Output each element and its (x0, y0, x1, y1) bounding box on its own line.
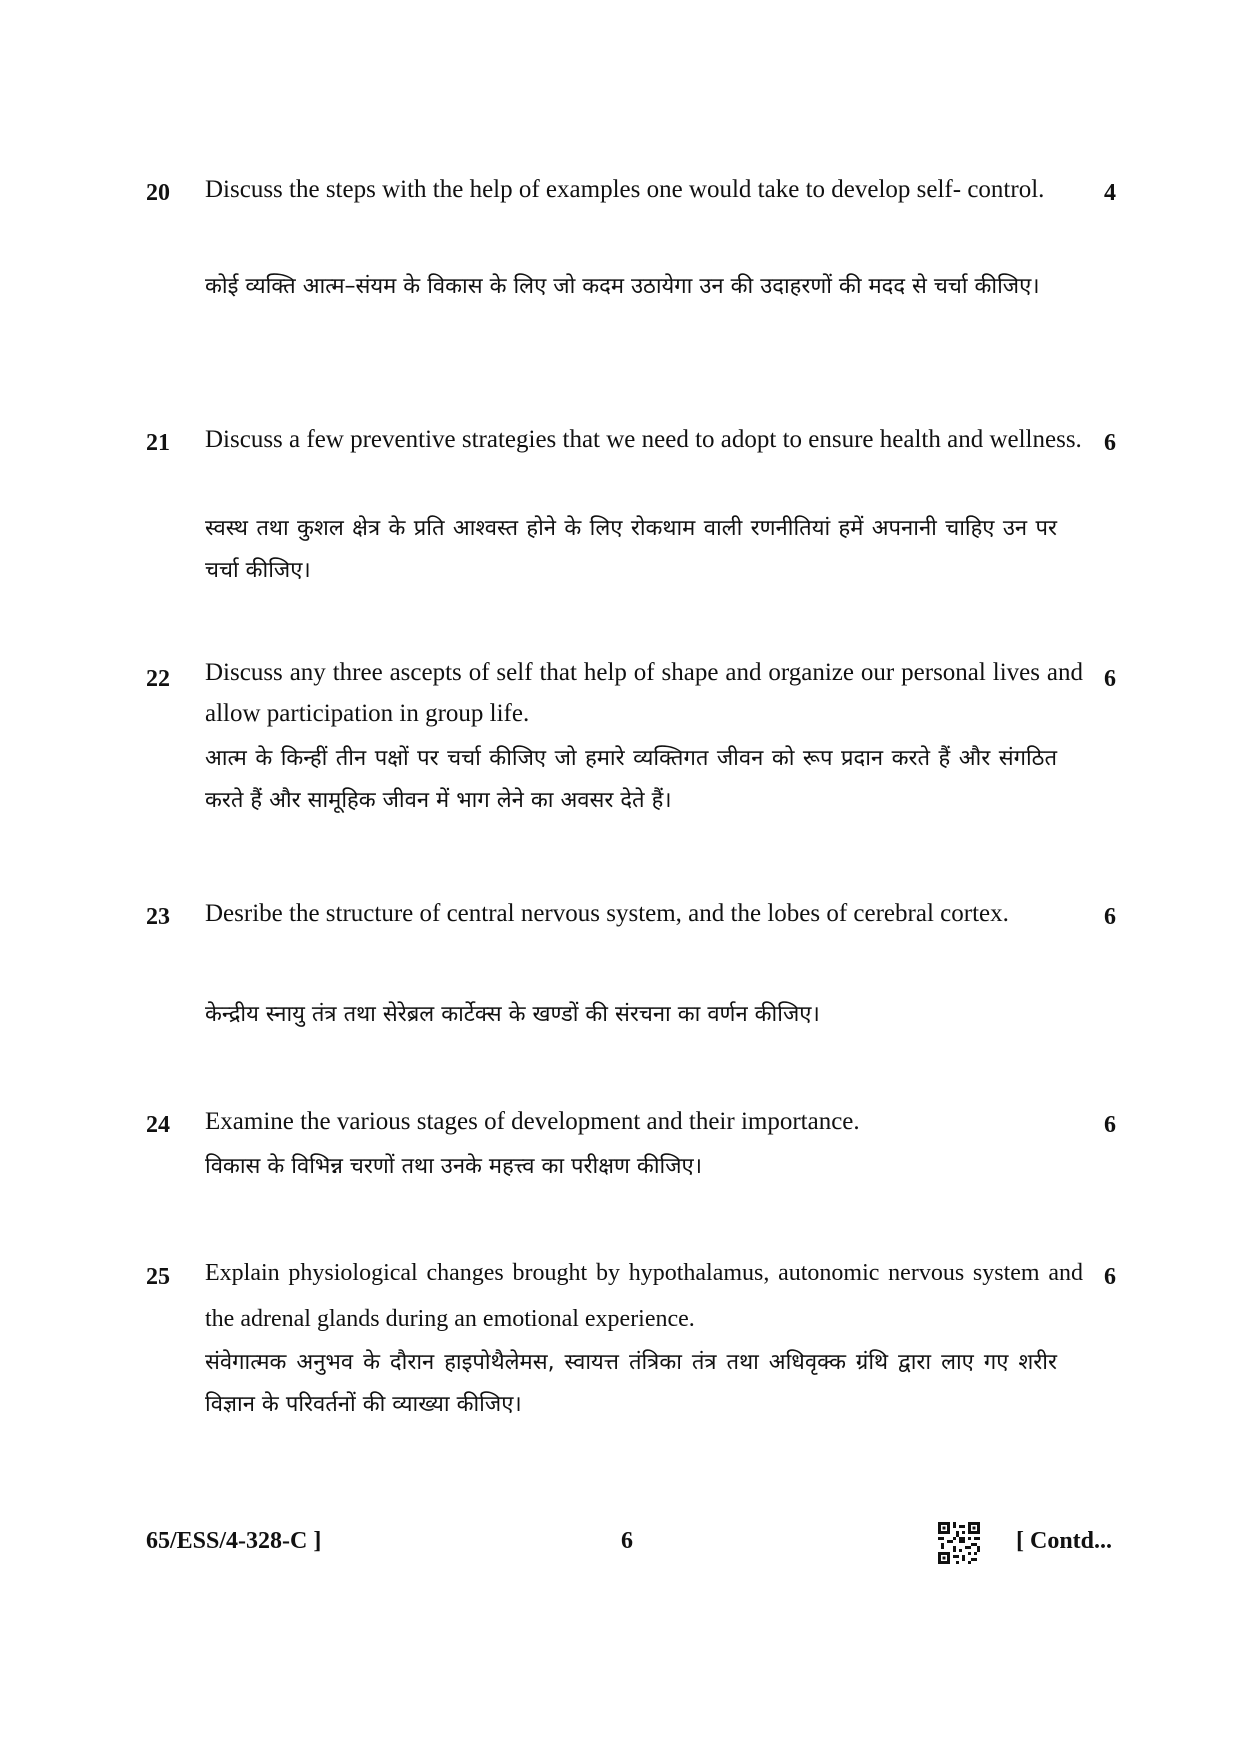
question-number: 21 (146, 430, 170, 456)
page-footer (0, 1528, 1240, 1568)
question-text-hindi: आत्म के किन्हीं तीन पक्षों पर चर्चा कीजिए जो हमारे व्यक्तिगत जीवन को रूप प्रदान करते हैं और संगठित करते हैं और सामूहिक जीवन में भाग लेने का अवसर देते हैं। (205, 746, 1057, 813)
paper-code: 65/ESS/4-328-C ] (146, 1528, 322, 1554)
qr-code-icon (938, 1522, 980, 1564)
question-text-hindi: संवेगात्मक अनुभव के दौरान हाइपोथैलेमस, स्वायत्त तंत्रिका तंत्र तथा अधिवृक्क ग्रंथि द्वारा लाए गए शरीर विज्ञान के परिवर्तनों की व्याख्या कीजिए। (205, 1350, 1057, 1417)
question-marks: 6 (1104, 1112, 1116, 1138)
question-marks: 6 (1104, 1264, 1116, 1290)
question-text-hindi: कोई व्यक्ति आत्म–संयम के विकास के लिए जो कदम उठायेगा उन की उदाहरणों की मदद से चर्चा कीजिए। (205, 274, 1040, 299)
page-number: 6 (621, 1528, 633, 1554)
question-number: 23 (146, 904, 170, 930)
question-number: 20 (146, 180, 170, 206)
question-text-hindi: स्वस्थ तथा कुशल क्षेत्र के प्रति आश्वस्त होने के लिए रोकथाम वाली रणनीतियां हमें अपनानी चाहिए उन पर चर्चा कीजिए। (205, 516, 1057, 583)
question-number: 25 (146, 1264, 170, 1290)
question-text-english: Discuss the steps with the help of examples one would take to develop self- control. (205, 176, 1045, 203)
question-number: 24 (146, 1112, 170, 1138)
question-marks: 6 (1104, 904, 1116, 930)
question-text-english: Discuss a few preventive strategies that we need to adopt to ensure health and wellness. (205, 426, 1082, 453)
question-number: 22 (146, 666, 170, 692)
question-text-hindi: केन्द्रीय स्नायु तंत्र तथा सेरेब्रल कार्टेक्स के खण्डों की संरचना का वर्णन कीजिए। (205, 1002, 820, 1027)
question-text-english: Examine the various stages of development and their importance. (205, 1108, 860, 1135)
continued-label: [ Contd... (1016, 1528, 1113, 1554)
question-text-english: Desribe the structure of central nervous system, and the lobes of cerebral cortex. (205, 900, 1009, 927)
question-text-hindi: विकास के विभिन्न चरणों तथा उनके महत्त्व का परीक्षण कीजिए। (205, 1154, 703, 1179)
question-text-english: Discuss any three ascepts of self that help of shape and organize our personal lives and allow participation in group life. (205, 659, 1083, 727)
question-marks: 6 (1104, 430, 1116, 456)
question-marks: 4 (1104, 180, 1116, 206)
question-marks: 6 (1104, 666, 1116, 692)
question-text-english: Explain physiological changes brought by hypothalamus, autonomic nervous system and the adrenal glands during an emotional experience. (205, 1260, 1083, 1332)
